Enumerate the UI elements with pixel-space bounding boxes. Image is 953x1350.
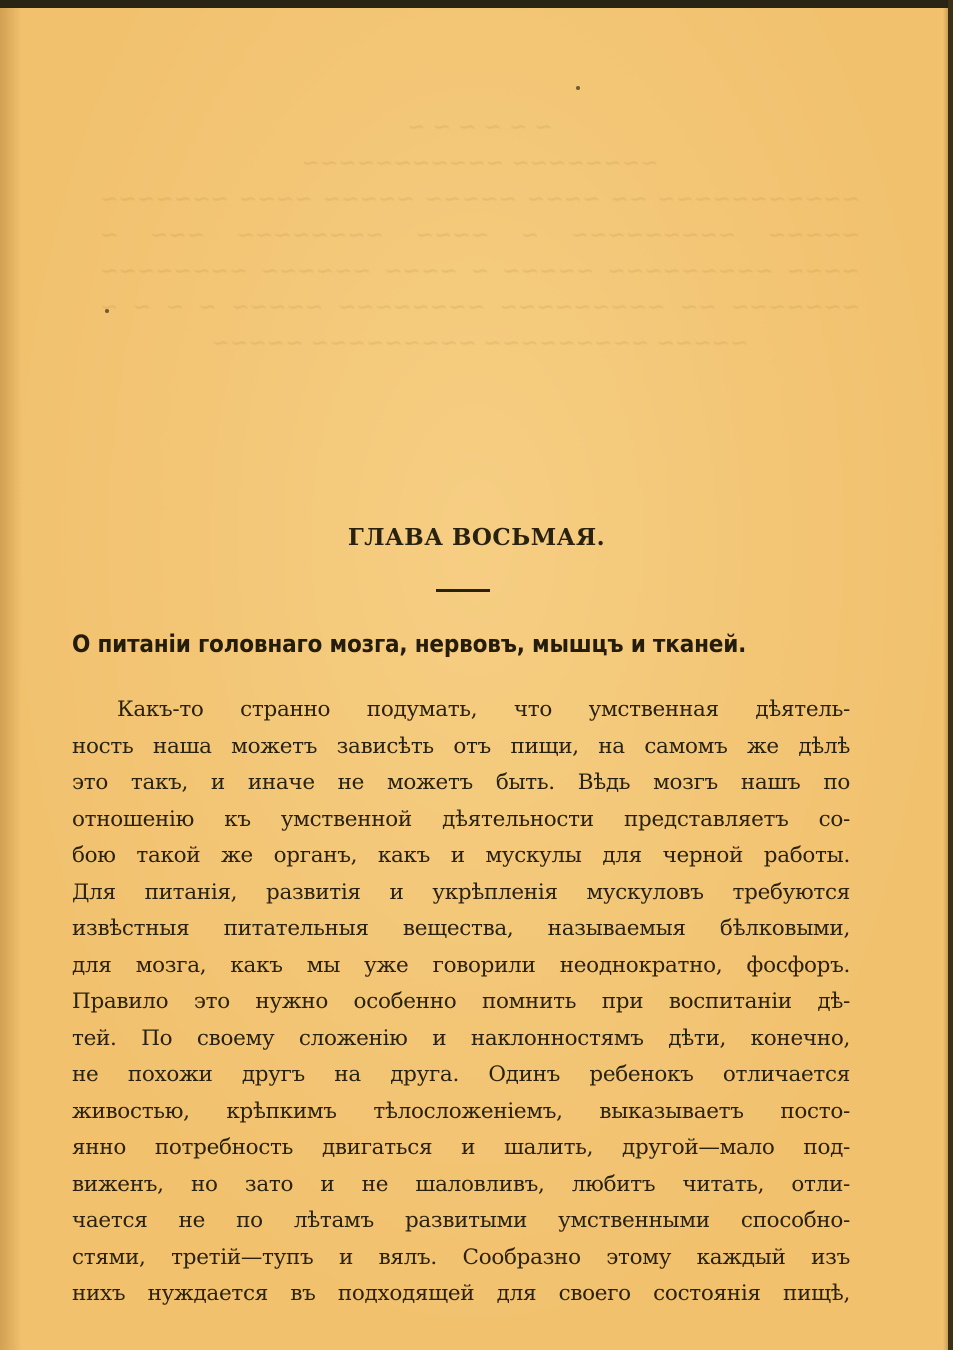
print-speck bbox=[105, 309, 109, 313]
body-paragraph bbox=[72, 692, 850, 1313]
text-line: чается не по лѣтамъ развитыми умственными способно- bbox=[72, 1208, 850, 1233]
page-top-edge bbox=[0, 0, 953, 8]
text-line: Правило это нужно особенно помнить при воспитанiи дѣ- bbox=[72, 989, 850, 1014]
text-line: стями, третiй—тупъ и вялъ. Сообразно этому каждый изъ bbox=[72, 1244, 850, 1270]
section-heading: О питанiи головнаго мозга, нервовъ, мышцъ и тканей. bbox=[72, 630, 747, 658]
print-speck bbox=[576, 86, 580, 90]
text-line: живостью, крѣпкимъ тѣлосложенiемъ, выказываетъ посто- bbox=[72, 1098, 850, 1124]
text-line: бою такой же органъ, какъ и мускулы для черной работы. bbox=[72, 843, 850, 868]
page-right-edge bbox=[948, 0, 953, 1350]
text-line: отношенiю къ умственной дѣятельности представляетъ со- bbox=[72, 806, 850, 832]
text-line: нихъ нуждается въ подходящей для своего состоянiя пищѣ, bbox=[72, 1281, 850, 1306]
text-line: не похожи другъ на друга. Одинъ ребенокъ отличается bbox=[72, 1062, 850, 1087]
text-line: для мозга, какъ мы уже говорили неоднократно, фосфоръ. bbox=[72, 952, 850, 978]
title-divider bbox=[436, 589, 490, 592]
text-line: янно потребность двигаться и шалить, другой—мало под- bbox=[72, 1135, 850, 1160]
show-through-texture: ∼ ∼ ∼ ∼ ∼ ∼ ∼∼∼∼∼∼∼∼ ∼∼∼∼∼∼∼∼∼∼∼ ∼∼∼∼∼∼∼∼∼∼∼ ∼∼ ∼∼∼∼ ∼∼∼∼∼ ∼∼∼∼∼ ∼∼∼∼ ∼∼∼∼∼∼∼ ∼∼∼∼∼ ∼∼∼∼∼∼∼∼∼ ∼ ∼∼∼∼ ∼∼∼∼∼∼∼∼ ∼∼∼ ∼ ∼∼∼∼ ∼∼∼∼∼∼∼∼∼ ∼∼∼∼∼ ∼ ∼∼∼∼ ∼∼∼∼∼∼ ∼∼∼∼∼∼∼∼ ∼∼∼∼∼∼∼ ∼∼ ∼∼∼∼∼∼∼∼∼ ∼∼∼∼∼∼∼∼ ∼∼∼∼∼ ∼ ∼ ∼ ∼ ∼∼∼∼∼ ∼∼∼∼∼∼∼∼∼ ∼∼∼∼∼∼∼∼∼ ∼∼∼∼∼ bbox=[100, 115, 860, 356]
text-line: ность наша можетъ зависѣть отъ пищи, на самомъ же дѣлѣ bbox=[72, 733, 850, 759]
text-line: виженъ, но зато и не шаловливъ, любитъ читать, отли- bbox=[72, 1171, 850, 1197]
text-line: Для питанiя, развитiя и укрѣпленiя мускуловъ требуются bbox=[72, 879, 850, 905]
text-line: извѣстныя питательныя вещества, называемыя бѣлковыми, bbox=[72, 916, 850, 941]
text-line: это такъ, и иначе не можетъ быть. Вѣдь мозгъ нашъ по bbox=[72, 770, 850, 795]
text-line: тей. По своему сложенiю и наклонностямъ дѣти, конечно, bbox=[72, 1025, 850, 1051]
chapter-title: ГЛАВА ВОСЬМАЯ. bbox=[347, 524, 606, 551]
text-line: Какъ-то странно подумать, что умственная дѣятель- bbox=[117, 697, 850, 722]
